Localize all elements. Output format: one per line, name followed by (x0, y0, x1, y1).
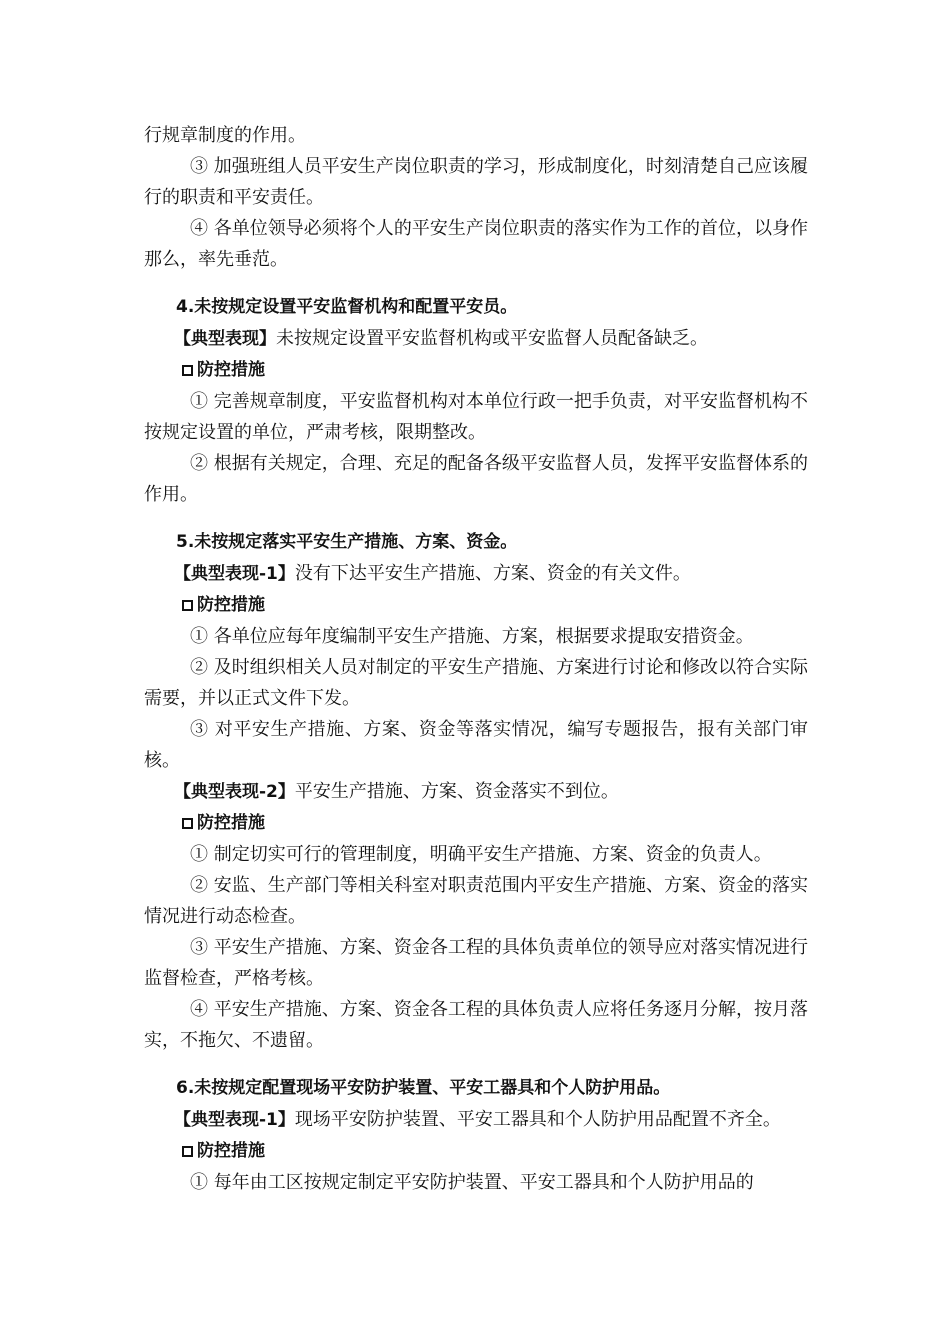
paragraph: ② 安监、生产部门等相关科室对职责范围内平安生产措施、方案、资金的落实情况进行动态检查。 (144, 875, 808, 927)
measures-label-line (182, 590, 808, 621)
paragraph: ④ 各单位领导必须将个人的平安生产岗位职责的落实作为工作的首位，以身作那么，率先垂范。 (144, 218, 808, 270)
typical-tag: 【典型表现-1】 (174, 564, 295, 584)
typical-line (144, 558, 808, 590)
typical-line (144, 776, 808, 808)
paragraph: ② 根据有关规定，合理、充足的配备各级平安监督人员，发挥平安监督体系的作用。 (144, 453, 808, 505)
typical-text: 未按规定设置平安监督机构或平安监督人员配备缺乏。 (276, 328, 708, 349)
section-heading: 5.未按规定落实平安生产措施、方案、资金。 (176, 532, 518, 552)
paragraph: 行规章制度的作用。 (144, 125, 306, 146)
measures-label-line (182, 808, 808, 839)
typical-tag: 【典型表现-1】 (174, 1110, 295, 1130)
measures-label: 防控措施 (197, 595, 265, 615)
typical-text: 平安生产措施、方案、资金落实不到位。 (294, 781, 619, 802)
typical-tag: 【典型表现】 (174, 329, 276, 349)
paragraph: ① 制定切实可行的管理制度，明确平安生产措施、方案、资金的负责人。 (190, 844, 772, 865)
checkbox-icon (182, 818, 193, 829)
paragraph: ① 完善规章制度，平安监督机构对本单位行政一把手负责，对平安监督机构不按规定设置的单位，严肃考核，限期整改。 (144, 391, 808, 443)
paragraph: ③ 加强班组人员平安生产岗位职责的学习，形成制度化，时刻清楚自己应该履行的职责和平安责任。 (144, 156, 808, 208)
measures-label-line (182, 1136, 808, 1167)
paragraph: ③ 平安生产措施、方案、资金各工程的具体负责单位的领导应对落实情况进行监督检查，严格考核。 (144, 937, 808, 989)
typical-text: 没有下达平安生产措施、方案、资金的有关文件。 (294, 563, 691, 584)
paragraph: ④ 平安生产措施、方案、资金各工程的具体负责人应将任务逐月分解，按月落实，不拖欠、不遗留。 (144, 999, 808, 1051)
paragraph: ③ 对平安生产措施、方案、资金等落实情况，编写专题报告，报有关部门审核。 (144, 719, 808, 771)
paragraph: ① 各单位应每年度编制平安生产措施、方案，根据要求提取安措资金。 (190, 626, 754, 647)
checkbox-icon (182, 600, 193, 611)
checkbox-icon (182, 1146, 193, 1157)
paragraph: ① 每年由工区按规定制定平安防护装置、平安工器具和个人防护用品的 (190, 1172, 754, 1193)
typical-text: 现场平安防护装置、平安工器具和个人防护用品配置不齐全。 (294, 1109, 781, 1130)
section-heading: 6.未按规定配置现场平安防护装置、平安工器具和个人防护用品。 (176, 1078, 671, 1098)
document-page (144, 120, 808, 1198)
section-heading: 4.未按规定设置平安监督机构和配置平安员。 (176, 297, 518, 317)
measures-label: 防控措施 (197, 1141, 265, 1161)
typical-line (144, 1104, 808, 1136)
measures-label-line (182, 355, 808, 386)
measures-label: 防控措施 (197, 360, 265, 380)
typical-line (144, 323, 808, 355)
measures-label: 防控措施 (197, 813, 265, 833)
checkbox-icon (182, 365, 193, 376)
typical-tag: 【典型表现-2】 (174, 782, 295, 802)
paragraph: ② 及时组织相关人员对制定的平安生产措施、方案进行讨论和修改以符合实际需要，并以正式文件下发。 (144, 657, 808, 709)
